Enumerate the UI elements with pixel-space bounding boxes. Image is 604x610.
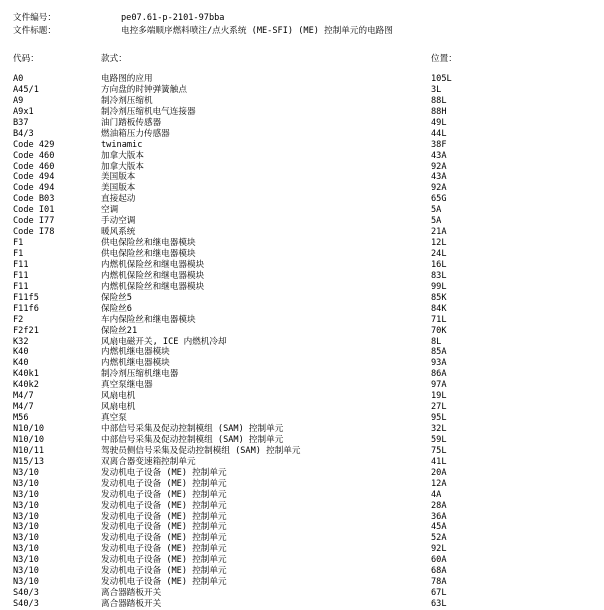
component-position: 86A [431,369,447,380]
component-name: twinamic [101,139,143,150]
component-name: 发动机电子设备 (ME) 控制单元 [101,533,227,544]
component-code: Code B03 [13,194,55,205]
component-code: F2 [13,314,24,325]
table-row [0,413,604,424]
component-name: 内燃机继电器模块 [101,358,170,369]
component-name: 发动机电子设备 (ME) 控制单元 [101,489,227,500]
table-row [0,588,604,599]
table-row [0,118,604,129]
table-row [0,151,604,162]
component-position: 83L [431,270,447,281]
component-name: 车内保险丝和继电器模块 [101,314,196,325]
component-code: S40/3 [13,588,39,599]
table-row [0,490,604,501]
table-row [0,457,604,468]
table-row [0,216,604,227]
component-code: M56 [13,413,29,424]
table-row [0,96,604,107]
component-name: 空调 [101,205,119,216]
table-row [0,566,604,577]
component-code: F11f5 [13,292,39,303]
component-code: Code 460 [13,161,55,172]
component-code: K40 [13,358,29,369]
component-code: Code 429 [13,139,55,150]
table-row [0,282,604,293]
component-name: 发动机电子设备 (ME) 控制单元 [101,511,227,522]
component-code: F2f21 [13,325,39,336]
component-position: 92A [431,161,447,172]
component-list [0,74,604,610]
component-position: 92L [431,544,447,555]
component-name: 风扇电机 [101,402,136,413]
component-code: N3/10 [13,555,39,566]
table-row [0,533,604,544]
table-row [0,249,604,260]
component-name: 发动机电子设备 (ME) 控制单元 [101,544,227,555]
table-row [0,260,604,271]
component-position: 85A [431,347,447,358]
component-position: 43A [431,172,447,183]
component-code: F11 [13,259,29,270]
component-code: B4/3 [13,128,34,139]
component-code: N15/13 [13,456,45,467]
component-name: 发动机电子设备 (ME) 控制单元 [101,566,227,577]
component-name: 美国版本 [101,183,136,194]
component-position: 24L [431,249,447,259]
table-row [0,435,604,446]
component-name: 供电保险丝和继电器模块 [101,249,196,259]
component-position: 59L [431,434,447,445]
table-row [0,347,604,358]
table-row [0,271,604,282]
component-position: 20A [431,467,447,478]
table-row [0,183,604,194]
component-code: A0 [13,74,24,84]
component-code: A45/1 [13,84,39,95]
component-position: 43A [431,150,447,161]
component-position: 105L [431,74,452,84]
table-row [0,140,604,151]
component-name: 加拿大版本 [101,161,144,172]
component-position: 97A [431,380,447,391]
component-name: 加拿大版本 [101,150,144,161]
component-code: K40k2 [13,380,39,391]
component-position: 28A [431,500,447,511]
component-name: 内燃机继电器模块 [101,347,170,358]
table-row [0,74,604,85]
component-name: 发动机电子设备 (ME) 控制单元 [101,467,227,478]
component-name: 内燃机保险丝和继电器模块 [101,259,205,270]
table-row [0,380,604,391]
table-row [0,544,604,555]
table-row [0,555,604,566]
component-position: 84K [431,303,447,314]
component-position: 99L [431,281,447,292]
component-name: 保险丝21 [101,325,138,336]
table-row [0,194,604,205]
component-name: 油门踏板传感器 [101,117,162,128]
table-row [0,205,604,216]
component-code: N3/10 [13,566,39,577]
component-position: 60A [431,555,447,566]
component-code: N10/10 [13,424,45,434]
component-name: 双离合器变速箱控制单元 [101,456,196,467]
component-position: 36A [431,511,447,522]
component-code: N3/10 [13,467,39,478]
component-name: 制冷剂压缩机继电器 [101,369,179,380]
component-code: F11 [13,281,29,292]
component-code: Code 460 [13,150,55,161]
component-position: 45A [431,522,447,533]
component-code: K40 [13,347,29,358]
table-row [0,402,604,413]
component-code: Code 494 [13,183,55,194]
component-position: 88L [431,95,447,106]
component-name: 风扇电机 [101,391,136,402]
component-name: 制冷剂压缩机 [101,95,153,106]
component-position: 65G [431,194,447,205]
component-position: 16L [431,259,447,270]
component-position: 3L [431,84,442,95]
doc-number-value: pe07.61-p-2101-97bba [121,13,225,23]
component-code: F1 [13,238,24,249]
component-position: 41L [431,456,447,467]
component-position: 75L [431,445,447,456]
component-code: M4/7 [13,391,34,402]
component-name: 风扇电磁开关, ICE 内燃机冷却 [101,336,227,347]
component-code: N3/10 [13,478,39,489]
component-position: 70K [431,325,447,336]
table-row [0,162,604,173]
table-row [0,129,604,140]
component-position: 49L [431,117,447,128]
component-code: F1 [13,249,24,259]
component-name: 发动机电子设备 (ME) 控制单元 [101,500,227,511]
component-position: 5A [431,216,442,227]
component-code: N3/10 [13,544,39,555]
table-row [0,391,604,402]
component-position: 67L [431,588,447,599]
table-row [0,326,604,337]
component-code: S40/3 [13,599,39,609]
component-position: 78A [431,577,447,588]
component-name: 发动机电子设备 (ME) 控制单元 [101,522,227,533]
component-code: N3/10 [13,533,39,544]
table-row [0,501,604,512]
component-code: F11 [13,270,29,281]
doc-title-value: 电控多端顺序燃料喷注/点火系统 (ME-SFI) (ME) 控制单元的电路图 [121,26,393,36]
component-position: 85K [431,292,447,303]
component-name: 真空泵 [101,413,127,424]
table-row [0,577,604,588]
component-name: 保险丝5 [101,292,132,303]
component-name: 方向盘的时钟弹簧触点 [101,84,187,95]
component-name: 美国版本 [101,172,136,183]
component-position: 5A [431,205,442,216]
component-code: N10/11 [13,445,45,456]
doc-title-label: 文件标题： [13,26,56,36]
component-code: Code I78 [13,227,55,238]
component-code: A9x1 [13,106,34,117]
table-row [0,304,604,315]
table-row [0,369,604,380]
component-code: N3/10 [13,577,39,588]
component-position: 12L [431,238,447,249]
component-name: 制冷剂压缩机电气连接器 [101,106,196,117]
component-position: 19L [431,391,447,402]
component-position: 21A [431,227,447,238]
component-position: 92A [431,183,447,194]
table-row [0,358,604,369]
component-name: 中部信号采集及促动控制模组 (SAM) 控制单元 [101,434,284,445]
table-row [0,238,604,249]
component-code: A9 [13,95,24,106]
table-row [0,599,604,610]
table-row [0,85,604,96]
component-code: M4/7 [13,402,34,413]
component-code: Code I01 [13,205,55,216]
component-code: N10/10 [13,434,45,445]
component-position: 93A [431,358,447,369]
component-name: 供电保险丝和继电器模块 [101,238,196,249]
table-row [0,522,604,533]
component-position: 44L [431,128,447,139]
table-row [0,172,604,183]
component-name: 中部信号采集及促动控制模组 (SAM) 控制单元 [101,424,284,434]
table-row [0,107,604,118]
column-header-position: 位置： [431,54,457,64]
component-name: 电路图的应用 [101,74,153,84]
component-code: K40k1 [13,369,39,380]
component-position: 38F [431,139,447,150]
component-position: 8L [431,336,442,347]
component-name: 真空泵继电器 [101,380,153,391]
table-row [0,337,604,348]
component-name: 直接起动 [101,194,136,205]
component-name: 发动机电子设备 (ME) 控制单元 [101,555,227,566]
component-name: 发动机电子设备 (ME) 控制单元 [101,577,227,588]
component-code: Code 494 [13,172,55,183]
component-name: 燃油箱压力传感器 [101,128,170,139]
table-row [0,315,604,326]
component-code: N3/10 [13,500,39,511]
component-name: 驾驶员侧信号采集及促动控制模组 (SAM) 控制单元 [101,445,301,456]
component-position: 95L [431,413,447,424]
table-row [0,479,604,490]
component-name: 保险丝6 [101,303,132,314]
table-row [0,424,604,435]
component-position: 63L [431,599,447,609]
component-position: 68A [431,566,447,577]
component-position: 52A [431,533,447,544]
column-header-name: 款式： [101,54,127,64]
table-row [0,512,604,523]
table-row [0,293,604,304]
column-header-code: 代码： [13,54,39,64]
component-name: 手动空调 [101,216,136,227]
component-position: 32L [431,424,447,434]
component-code: F11f6 [13,303,39,314]
component-name: 暖风系统 [101,227,136,238]
component-code: K32 [13,336,29,347]
component-code: N3/10 [13,511,39,522]
component-code: N3/10 [13,522,39,533]
table-row [0,446,604,457]
component-name: 离合器踏板开关 [101,588,162,599]
component-code: Code I77 [13,216,55,227]
component-position: 4A [431,489,442,500]
component-code: B37 [13,117,29,128]
component-position: 27L [431,402,447,413]
component-position: 12A [431,478,447,489]
component-position: 88H [431,106,447,117]
component-name: 内燃机保险丝和继电器模块 [101,281,205,292]
doc-number-label: 文件编号： [13,13,56,23]
component-position: 71L [431,314,447,325]
component-name: 离合器踏板开关 [101,599,162,609]
table-row [0,227,604,238]
table-row [0,468,604,479]
component-code: N3/10 [13,489,39,500]
component-name: 内燃机保险丝和继电器模块 [101,270,205,281]
component-name: 发动机电子设备 (ME) 控制单元 [101,478,227,489]
